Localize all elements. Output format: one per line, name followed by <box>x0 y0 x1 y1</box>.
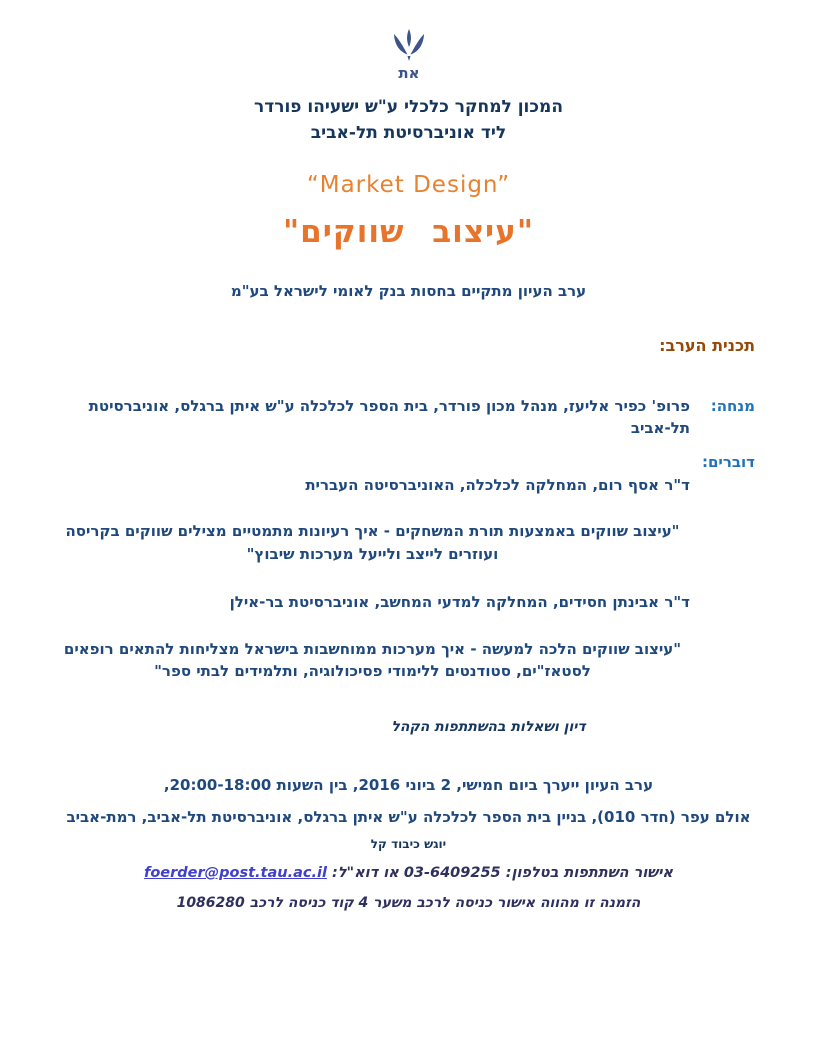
refreshments-note: יוגש כיבוד קל <box>370 837 447 852</box>
rsvp-line <box>0 865 817 881</box>
institute-name-line1: המכון למחקר כלכלי ע"ש ישעיהו פורדר <box>253 97 563 117</box>
speakers-label: דוברים: <box>701 452 755 471</box>
speaker2-talk-title: "עיצוב שווקים הלכה למעשה - איך מערכות ממוחשבות בישראל מצליחות להתאים רופאים לסטאז"ים, סטודנטים ללימודי פסיכולוגיה, ותלמידים לבתי ספר" <box>63 639 682 681</box>
sponsor-line: ערב העיון מתקיים בחסות בנק לאומי לישראל בע"מ <box>230 281 587 300</box>
vehicle-entry-note: הזמנה זו מהווה אישור כניסה לרכב משער 4 קוד כניסה לרכב 1086280 <box>176 895 641 912</box>
event-title-hebrew: "עיצוב שווקים" <box>283 213 534 250</box>
institute-name-line2: ליד אוניברסיטת תל-אביב <box>310 122 507 143</box>
event-title-english: “Market Design” <box>306 171 511 198</box>
speaker1-talk-title: "עיצוב שווקים באמצעות תורת המשחקים - איך רעיונות מתמטיים מצילים שווקים בקריסה ועוזרים לייצב ולייעל מערכות שיבוץ" <box>65 522 680 563</box>
logo-lettering: את <box>397 64 420 82</box>
logo-container <box>0 28 817 90</box>
moderator-label: מנחה: <box>710 396 755 415</box>
speaker2-name: ד"ר אבינתן חסידים, המחלקה למדעי המחשב, אוניברסיטת בר-אילן <box>229 593 690 612</box>
rsvp-email-link[interactable]: foerder@post.tau.ac.il <box>144 865 327 882</box>
tau-university-logo-icon <box>386 28 432 86</box>
program-heading: תכנית הערב: <box>659 335 755 355</box>
event-datetime: ערב העיון ייערך ביום חמישי, 2 ביוני 2016, בין השעות 20:00-18:00, <box>163 775 654 794</box>
speaker1-name: ד"ר אסף רום, המחלקה לכלכלה, האוניברסיטה העברית <box>305 475 690 494</box>
event-venue: אולם עפר (חדר 010), בניין בית הספר לכלכלה ע"ש איתן ברגלס, אוניברסיטת תל-אביב, רמת-אביב <box>66 807 751 826</box>
moderator-name: פרופ' כפיר אליעז, מנהל מכון פורדר, בית הספר לכלכלה ע"ש איתן ברגלס, אוניברסיטת תל-אביב <box>88 396 690 438</box>
rsvp-text: אישור השתתפות בטלפון: 03-6409255 או דוא"ל: <box>326 865 673 882</box>
discussion-note: דיון ושאלות בהשתתפות הקהל <box>391 718 586 735</box>
program-section <box>0 395 817 683</box>
